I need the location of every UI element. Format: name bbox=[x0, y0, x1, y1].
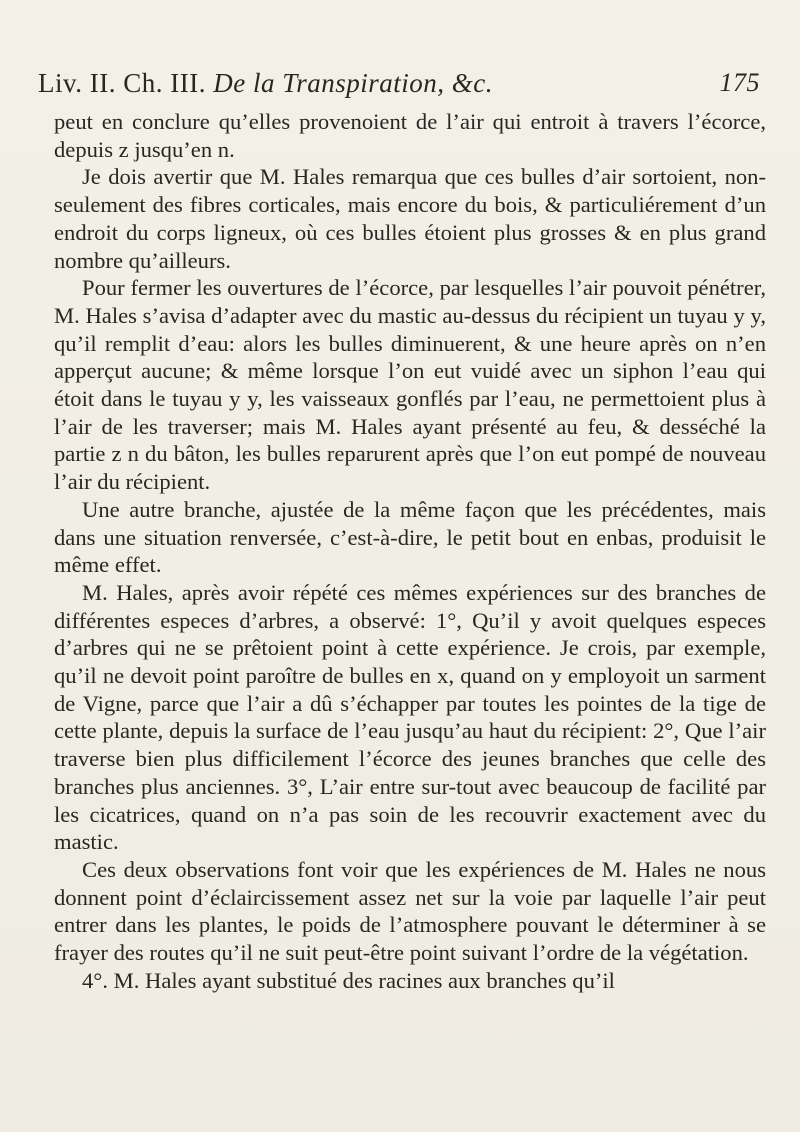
paragraph: Je dois avertir que M. Hales remarqua que ces bulles d’air sortoient, non-seulement des fibres corticales, mais encore du bois, & particuliérement d’un endroit du corps ligneux, où ces bulles étoient plus grosses & en plus grand nombre qu’ailleurs. bbox=[54, 164, 766, 273]
page-header bbox=[38, 68, 760, 104]
paragraph: Ces deux observations font voir que les expériences de M. Hales ne nous donnent point d’éclaircissement assez net sur la voie par laquelle l’air peut entrer dans les plantes, le poids de l’atmosphere pouvant le déterminer à se frayer des routes qu’il ne suit peut-être point suivant l’ordre de la végétation. bbox=[54, 856, 766, 966]
page-number: 175 bbox=[719, 68, 760, 97]
running-head: Liv. II. Ch. III. bbox=[38, 68, 206, 98]
chapter-title: De la Transpiration, &c. bbox=[213, 68, 493, 98]
paragraph: Pour fermer les ouvertures de l’écorce, par lesquelles l’air pouvoit pénétrer, M. Hales s’avisa d’adapter avec du mastic au-dessus du récipient un tuyau y y, qu’il remplit d’eau: alors les bulles diminuerent, & une heure après on n’en apperçut aucune; & même lorsque l’on eut vuidé avec un siphon l’eau qui étoit dans le tuyau y y, les vaisseaux gonflés par l’eau, ne permettoient plus à l’air de les traverser; mais M. Hales ayant présenté au feu, & desséché la partie z n du bâton, les bulles reparurent après que l’on eut pompé de nouveau l’air du récipient. bbox=[54, 275, 766, 495]
paragraph: M. Hales, après avoir répété ces mêmes expériences sur des branches de différentes especes d’arbres, a observé: 1°, Qu’il y avoit quelques especes d’arbres qui ne se prêtoient point à cette expérience. Je crois, par exemple, qu’il ne devoit point paroître de bulles en x, quand on y employoit un sarment de Vigne, parce que l’air a dû s’échapper par toutes les pointes de la tige de cette plante, depuis la surface de l’eau jusqu’au haut du récipient: 2°, Que l’air traverse bien plus difficilement l’écorce des jeunes branches que celle des branches plus anciennes. 3°, L’air entre sur-tout avec beaucoup de facilité par les cicatrices, quand on n’a pas soin de les recouvrir exactement avec du mastic. bbox=[54, 579, 766, 855]
body-text bbox=[54, 108, 766, 995]
paragraph: peut en conclure qu’elles provenoient de l’air qui entroit à travers l’écorce, depuis z jusqu’en n. bbox=[54, 109, 766, 162]
paragraph: Une autre branche, ajustée de la même façon que les précédentes, mais dans une situation renversée, c’est-à-dire, le petit bout en enbas, produisit le même effet. bbox=[54, 496, 766, 578]
paragraph: 4°. M. Hales ayant substitué des racines aux branches qu’il bbox=[82, 967, 615, 993]
running-head-group bbox=[38, 68, 493, 99]
